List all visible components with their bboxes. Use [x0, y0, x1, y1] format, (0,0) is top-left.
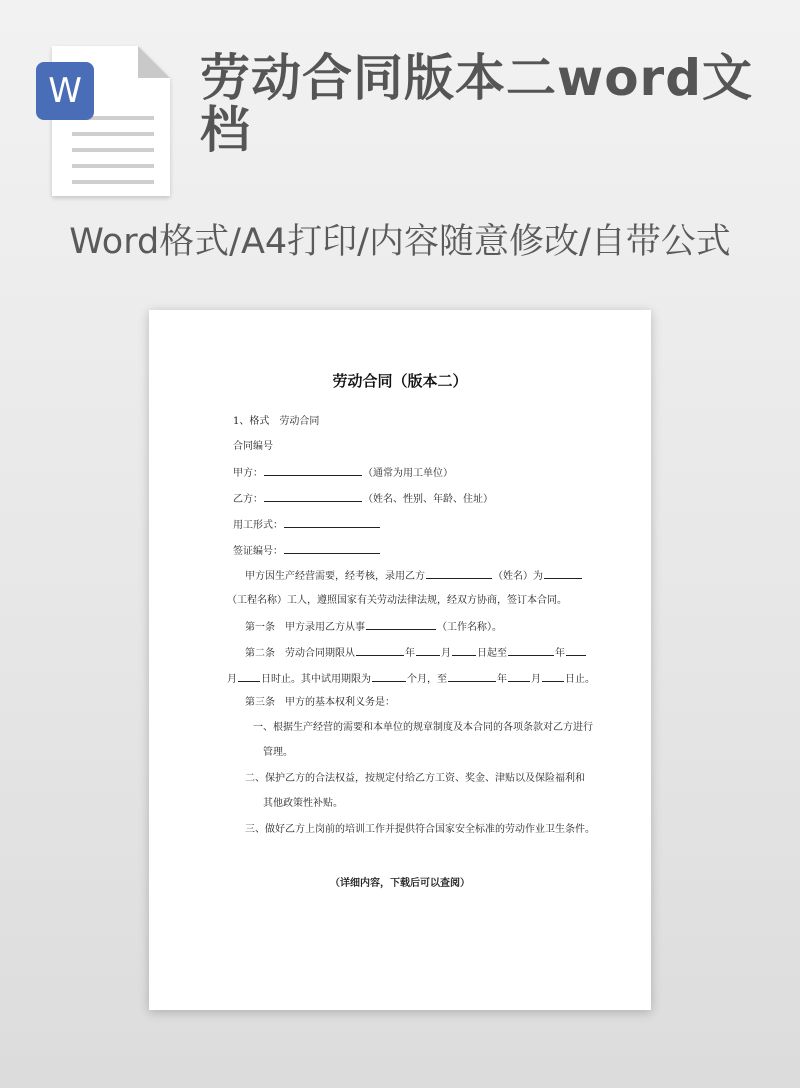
- party-b-blank: [264, 492, 362, 502]
- year-label: 年: [497, 674, 507, 685]
- end-day-blank: [238, 672, 260, 682]
- party-a-line: [233, 466, 453, 480]
- word-badge-letter: W: [48, 71, 82, 111]
- article-1-text: 第一条 甲方录用乙方从事: [245, 622, 365, 633]
- paragraph-2: （工程名称）工人，遵照国家有关劳动法律法规，经双方协商，签订本合同。: [227, 595, 567, 606]
- document-preview-page: [149, 310, 651, 1010]
- month-label: 月: [227, 674, 237, 685]
- article-2: [245, 646, 587, 660]
- start-month-blank: [416, 646, 440, 656]
- employee-name-blank: [426, 569, 492, 579]
- party-a-label: 甲方：: [233, 468, 263, 479]
- probation-day-blank: [542, 672, 564, 682]
- start-year-blank: [356, 646, 404, 656]
- year-label: 年: [405, 648, 415, 659]
- party-a-hint: （通常为用工单位）: [363, 468, 453, 479]
- visa-number-label: 签证编号：: [233, 546, 283, 557]
- party-b-line: [233, 492, 493, 506]
- article-3: 第三条 甲方的基本权利义务是：: [245, 697, 395, 708]
- article-1-suffix: （工作名称）。: [437, 622, 502, 633]
- item-1: 一、根据生产经营的需要和本单位的规章制度及本合同的各项条款对乙方进行: [253, 722, 593, 733]
- end-year-blank: [508, 646, 554, 656]
- format-line: 1、格式 劳动合同: [233, 416, 320, 427]
- article-2-text: 第二条 劳动合同期限从: [245, 648, 355, 659]
- party-b-label: 乙方：: [233, 494, 263, 505]
- year-label: 年: [555, 648, 565, 659]
- employment-form-blank: [284, 518, 380, 528]
- visa-number-line: [233, 544, 381, 558]
- visa-number-blank: [284, 544, 380, 554]
- item-2: 二、保护乙方的合法权益，按规定付给乙方工资、奖金、津贴以及保险福利和: [245, 773, 585, 784]
- probation-months-blank: [372, 672, 406, 682]
- work-name-blank: [366, 620, 436, 630]
- item-2-continued: 其他政策性补贴。: [263, 798, 343, 809]
- start-day-blank: [452, 646, 476, 656]
- party-a-blank: [264, 466, 362, 476]
- article-1: [245, 620, 502, 634]
- month-label: 月: [531, 674, 541, 685]
- job-blank: [544, 569, 582, 579]
- banner-subtitle: Word格式/A4打印/内容随意修改/自带公式: [69, 222, 731, 262]
- months-to-label: 个月，至: [407, 674, 447, 685]
- party-b-hint: （姓名、性别、年龄、住址）: [363, 494, 493, 505]
- banner-title: 劳动合同版本二word文档: [200, 49, 753, 159]
- probation-month-blank: [508, 672, 530, 682]
- contract-number-line: 合同编号: [233, 441, 273, 452]
- paragraph-1-suffix: （姓名）为: [493, 571, 543, 582]
- month-label: 月: [441, 648, 451, 659]
- document-title: 劳动合同（版本二）: [332, 372, 468, 390]
- paragraph-1-text: 甲方因生产经营需要，经考核，录用乙方: [245, 571, 425, 582]
- end-month-blank: [566, 646, 586, 656]
- employment-form-line: [233, 518, 381, 532]
- start-day-label: 日起至: [477, 648, 507, 659]
- employment-form-label: 用工形式：: [233, 520, 283, 531]
- footer-text: （详细内容，下载后可以查阅）: [330, 878, 470, 889]
- item-3: 三、做好乙方上岗前的培训工作并提供符合国家安全标准的劳动作业卫生条件。: [245, 824, 595, 835]
- paragraph-1: [245, 569, 583, 583]
- document-footer-note: [149, 874, 651, 889]
- probation-year-blank: [448, 672, 496, 682]
- end-day-label: 日止。: [565, 674, 595, 685]
- word-file-icon: [30, 38, 180, 206]
- article-2-probation-text: 日时止。其中试用期限为: [261, 674, 371, 685]
- article-2-continued: [227, 672, 595, 686]
- item-1-continued: 管理。: [263, 747, 293, 758]
